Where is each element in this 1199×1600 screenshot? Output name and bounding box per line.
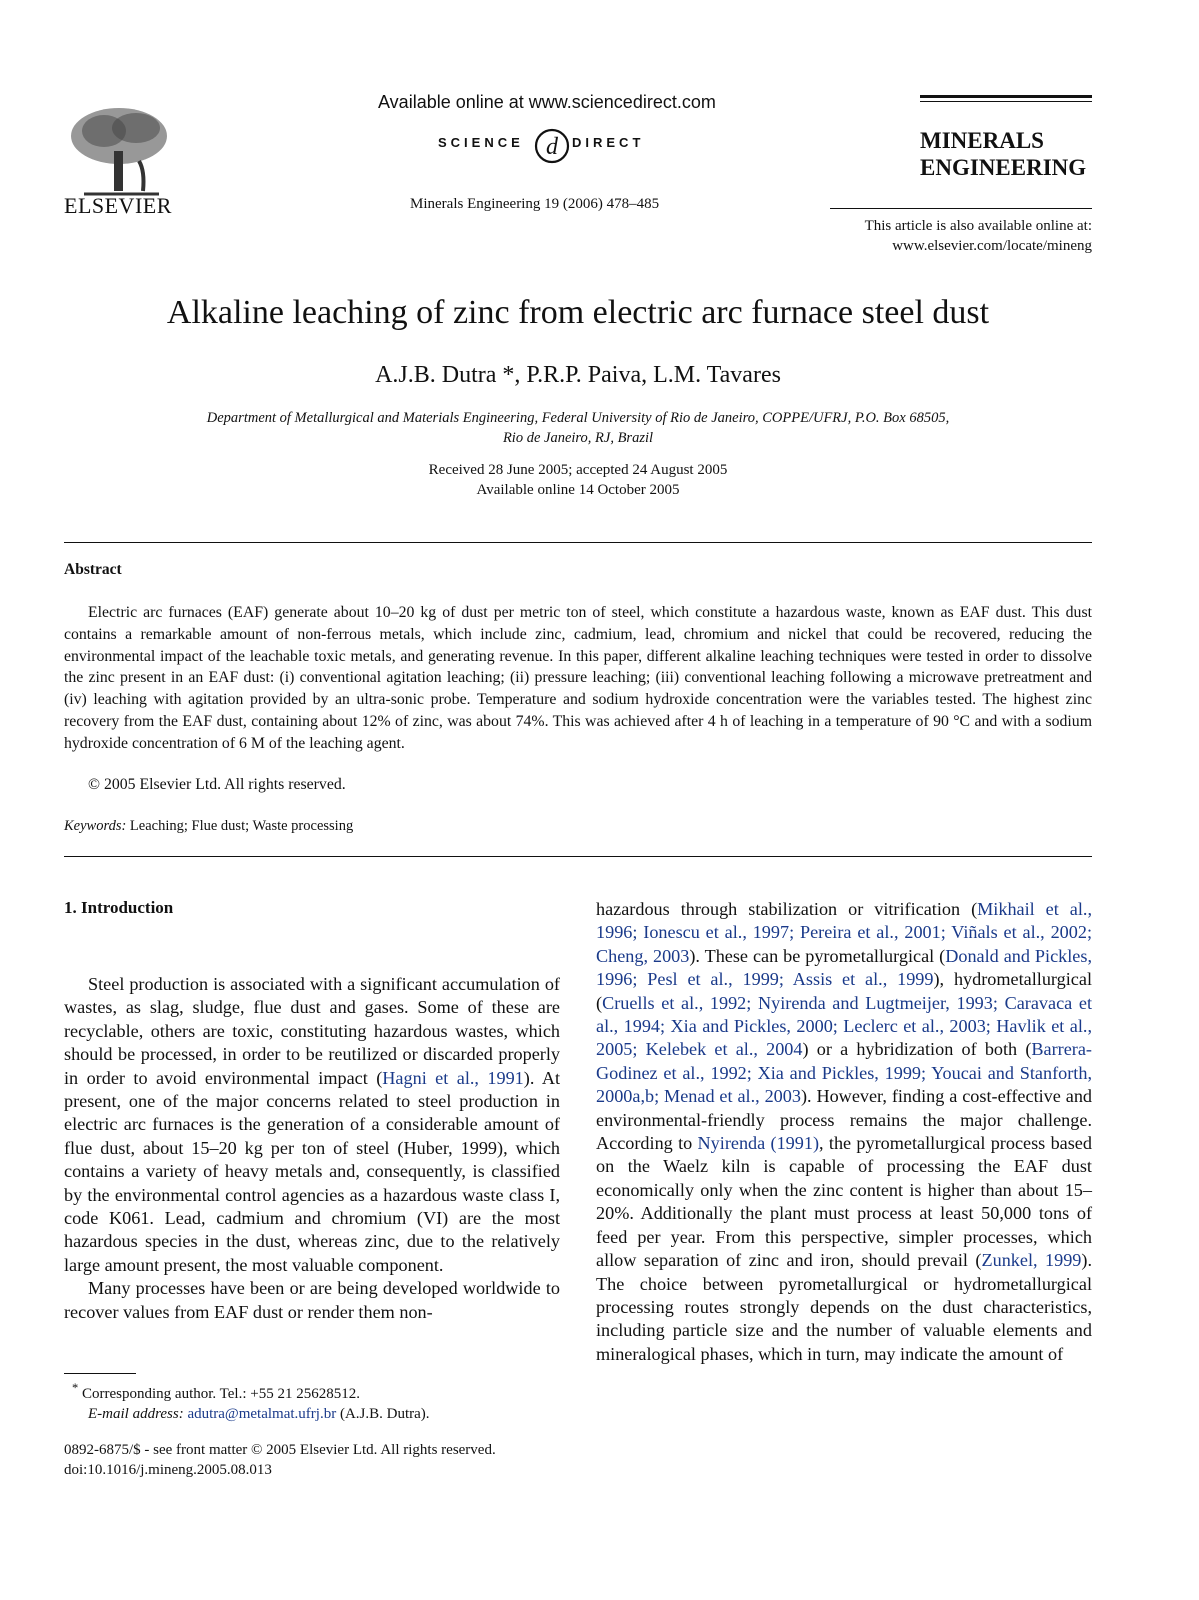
header-rule-lower	[830, 208, 1092, 209]
sciencedirect-left-text: SCIENCE	[438, 135, 524, 150]
available-date: Available online 14 October 2005	[476, 482, 680, 498]
keywords-list: Leaching; Flue dust; Waste processing	[129, 818, 354, 834]
affiliation-line-1: Department of Metallurgical and Materials Engineering, Federal University of Rio de Janeiro, COPPE/UFRJ, P.O. Box 68505,	[206, 410, 950, 426]
affiliation	[60, 408, 1096, 448]
left-column	[64, 973, 560, 1324]
header-rule-thin	[920, 101, 1092, 102]
affiliation-line-2: Rio de Janeiro, RJ, Brazil	[502, 430, 654, 446]
keywords-label: Keywords:	[64, 818, 127, 834]
header-rule-thick	[920, 95, 1092, 98]
citation-link[interactable]: Hagni et al., 1991	[382, 1067, 524, 1088]
issn-line: 0892-6875/$ - see front matter © 2005 Elsevier Ltd. All rights reserved.	[64, 1442, 496, 1458]
journal-name	[920, 127, 1120, 181]
front-matter	[64, 1440, 496, 1480]
paper-title: Alkaline leaching of zinc from electric arc furnace steel dust	[166, 294, 990, 331]
journal-citation: Minerals Engineering 19 (2006) 478–485	[410, 196, 660, 212]
citation-link[interactable]: Nyirenda (1991)	[697, 1133, 820, 1154]
citation-link[interactable]: Donald and Pickles, 1996; Pesl et al., 1999; Assis et al., 1999	[596, 945, 1092, 990]
at-symbol-icon	[532, 120, 572, 166]
corresponding-author-note: * Corresponding author. Tel.: +55 21 25628512.	[72, 1381, 360, 1402]
article-dates	[0, 460, 1156, 500]
svg-text:d: d	[546, 134, 558, 160]
citation-link[interactable]: Zunkel, 1999	[981, 1250, 1082, 1271]
right-column	[596, 898, 1092, 1366]
sciencedirect-right-text: DIRECT	[572, 135, 645, 150]
abstract-text: Electric arc furnaces (EAF) generate about 10–20 kg of dust per metric ton of steel, which constitute a hazardous waste, known as EAF dust. This dust contains a remarkable amount of non-ferrous metals, which include zinc, cadmium, lead, chromium and nickel that could be recovered, reducing the environmental impact of the leachable toxic metals, and generating revenue. In this paper, different alkaline leaching techniques were tested in order to dissolve the zinc present in an EAF dust: (i) conventional agitation leaching; (ii) pressure leaching; (iii) conventional leaching following a microwave pretreatment and (iv) leaching with agitation provided by an ultra-sonic probe. Temperature and sodium hydroxide concentration were the variables tested. The highest zinc recovery from the EAF dust, containing about 12% of zinc, was about 74%. This was achieved after 4 h of leaching in a temperature of 90 °C and with a sodium hydroxide concentration of 6 M of the leaching agent.	[64, 604, 1092, 752]
email-link[interactable]: adutra@metalmat.ufrj.br	[187, 1406, 337, 1422]
email-note: E-mail address: adutra@metalmat.ufrj.br (A.J.B. Dutra).	[88, 1406, 430, 1422]
citation-link[interactable]: Barrera-Godinez et al., 1992; Xia and Pickles, 1999; Youcai and Stanforth, 2000a,b; Menad et al., 2003	[596, 1039, 1092, 1107]
intro-paragraph-2-continued: hazardous through stabilization or vitrification (Mikhail et al., 1996; Ionescu et al., 1997; Pereira et al., 2001; Viñals et al., 2002; Cheng, 2003). These can be pyrometallurgical (Donald and Pickles, 1996; Pesl et al., 1999; Assis et al., 1999), hydrometallurgical (Cruells et al., 1992; Nyirenda and Lugtmeijer, 1993; Caravaca et al., 1994; Xia and Pickles, 2000; Leclerc et al., 2003; Havlik et al., 2005; Kelebek et al., 2004) or a hybridization of both (Barrera-Godinez et al., 1992; Xia and Pickles, 1999; Youcai and Stanforth, 2000a,b; Menad et al., 2003). However, finding a cost-effective and environmental-friendly process remains the major challenge. According to Nyirenda (1991), the pyrometallurgical process based on the Waelz kiln is capable of processing the EAF dust economically only when the zinc content is higher than about 15–20%. Additionally the plant must process at least 50,000 tons of feed per year. From this perspective, simpler processes, which allow separation of zinc and iron, should prevail (Zunkel, 1999). The choice between pyrometallurgical or hydrometallurgical processing routes strongly depends on the dust characteristics, including particle size and the number of valuable elements and mineralogical phases, which in turn, may indicate the amount of	[596, 899, 1093, 1364]
abstract-bottom-rule	[64, 856, 1092, 857]
footnote-rule	[64, 1373, 136, 1374]
journal-name-line-1: MINERALS	[920, 128, 1044, 153]
received-date: Received 28 June 2005; accepted 24 August 2005	[428, 462, 728, 478]
sciencedirect-logo	[438, 120, 662, 166]
intro-paragraph-2: Many processes have been or are being developed worldwide to recover values from EAF dust or render them non-	[64, 1278, 560, 1322]
abstract-top-rule	[64, 542, 1092, 543]
abstract-copyright: © 2005 Elsevier Ltd. All rights reserved.	[88, 776, 346, 793]
section-heading: 1. Introduction	[64, 898, 174, 917]
keywords	[64, 818, 353, 835]
also-online-note	[865, 216, 1092, 256]
journal-name-line-2: ENGINEERING	[920, 155, 1087, 180]
available-online-link[interactable]: Available online at www.sciencedirect.com	[378, 92, 716, 112]
also-online-text: This article is also available online at:	[864, 218, 1092, 234]
author-list: A.J.B. Dutra *, P.R.P. Paiva, L.M. Tavares	[375, 362, 781, 388]
journal-url-link[interactable]: www.elsevier.com/locate/mineng	[892, 238, 1092, 254]
citation-link[interactable]: Mikhail et al., 1996; Ionescu et al., 1997; Pereira et al., 2001; Viñals et al., 2002; Cheng, 2003	[596, 899, 1093, 966]
intro-paragraph-1: Steel production is associated with a significant accumulation of wastes, as slag, sludge, flue dust and gases. Some of these are recyclable, others are toxic, constituting hazardous wastes, which should be processed, in order to be reutilized or discarded properly in order to avoid environmental impact (Hagni et al., 1991). At present, one of the major concerns related to steel production in electric arc furnaces is the generation of a considerable amount of flue dust, about 15–20 kg per ton of steel (Huber, 1999), which contains a variety of heavy metals and, consequently, is classified by the environmental control agencies as a hazardous waste class I, code K061. Lead, cadmium and chromium (VI) are the most hazardous species in the dust, whereas zinc, due to the relatively large amount present, the most valuable component.	[64, 974, 561, 1275]
citation-link[interactable]: Cruells et al., 1992; Nyirenda and Lugtmeijer, 1993; Caravaca et al., 1994; Xia and Pickles, 2000; Leclerc et al., 2003; Havlik et al., 2005; Kelebek et al., 2004	[596, 992, 1092, 1060]
footnote	[72, 1378, 430, 1424]
abstract-heading: Abstract	[64, 561, 122, 578]
publisher-name: ELSEVIER	[64, 193, 172, 218]
doi-line[interactable]: doi:10.1016/j.mineng.2005.08.013	[64, 1462, 272, 1478]
